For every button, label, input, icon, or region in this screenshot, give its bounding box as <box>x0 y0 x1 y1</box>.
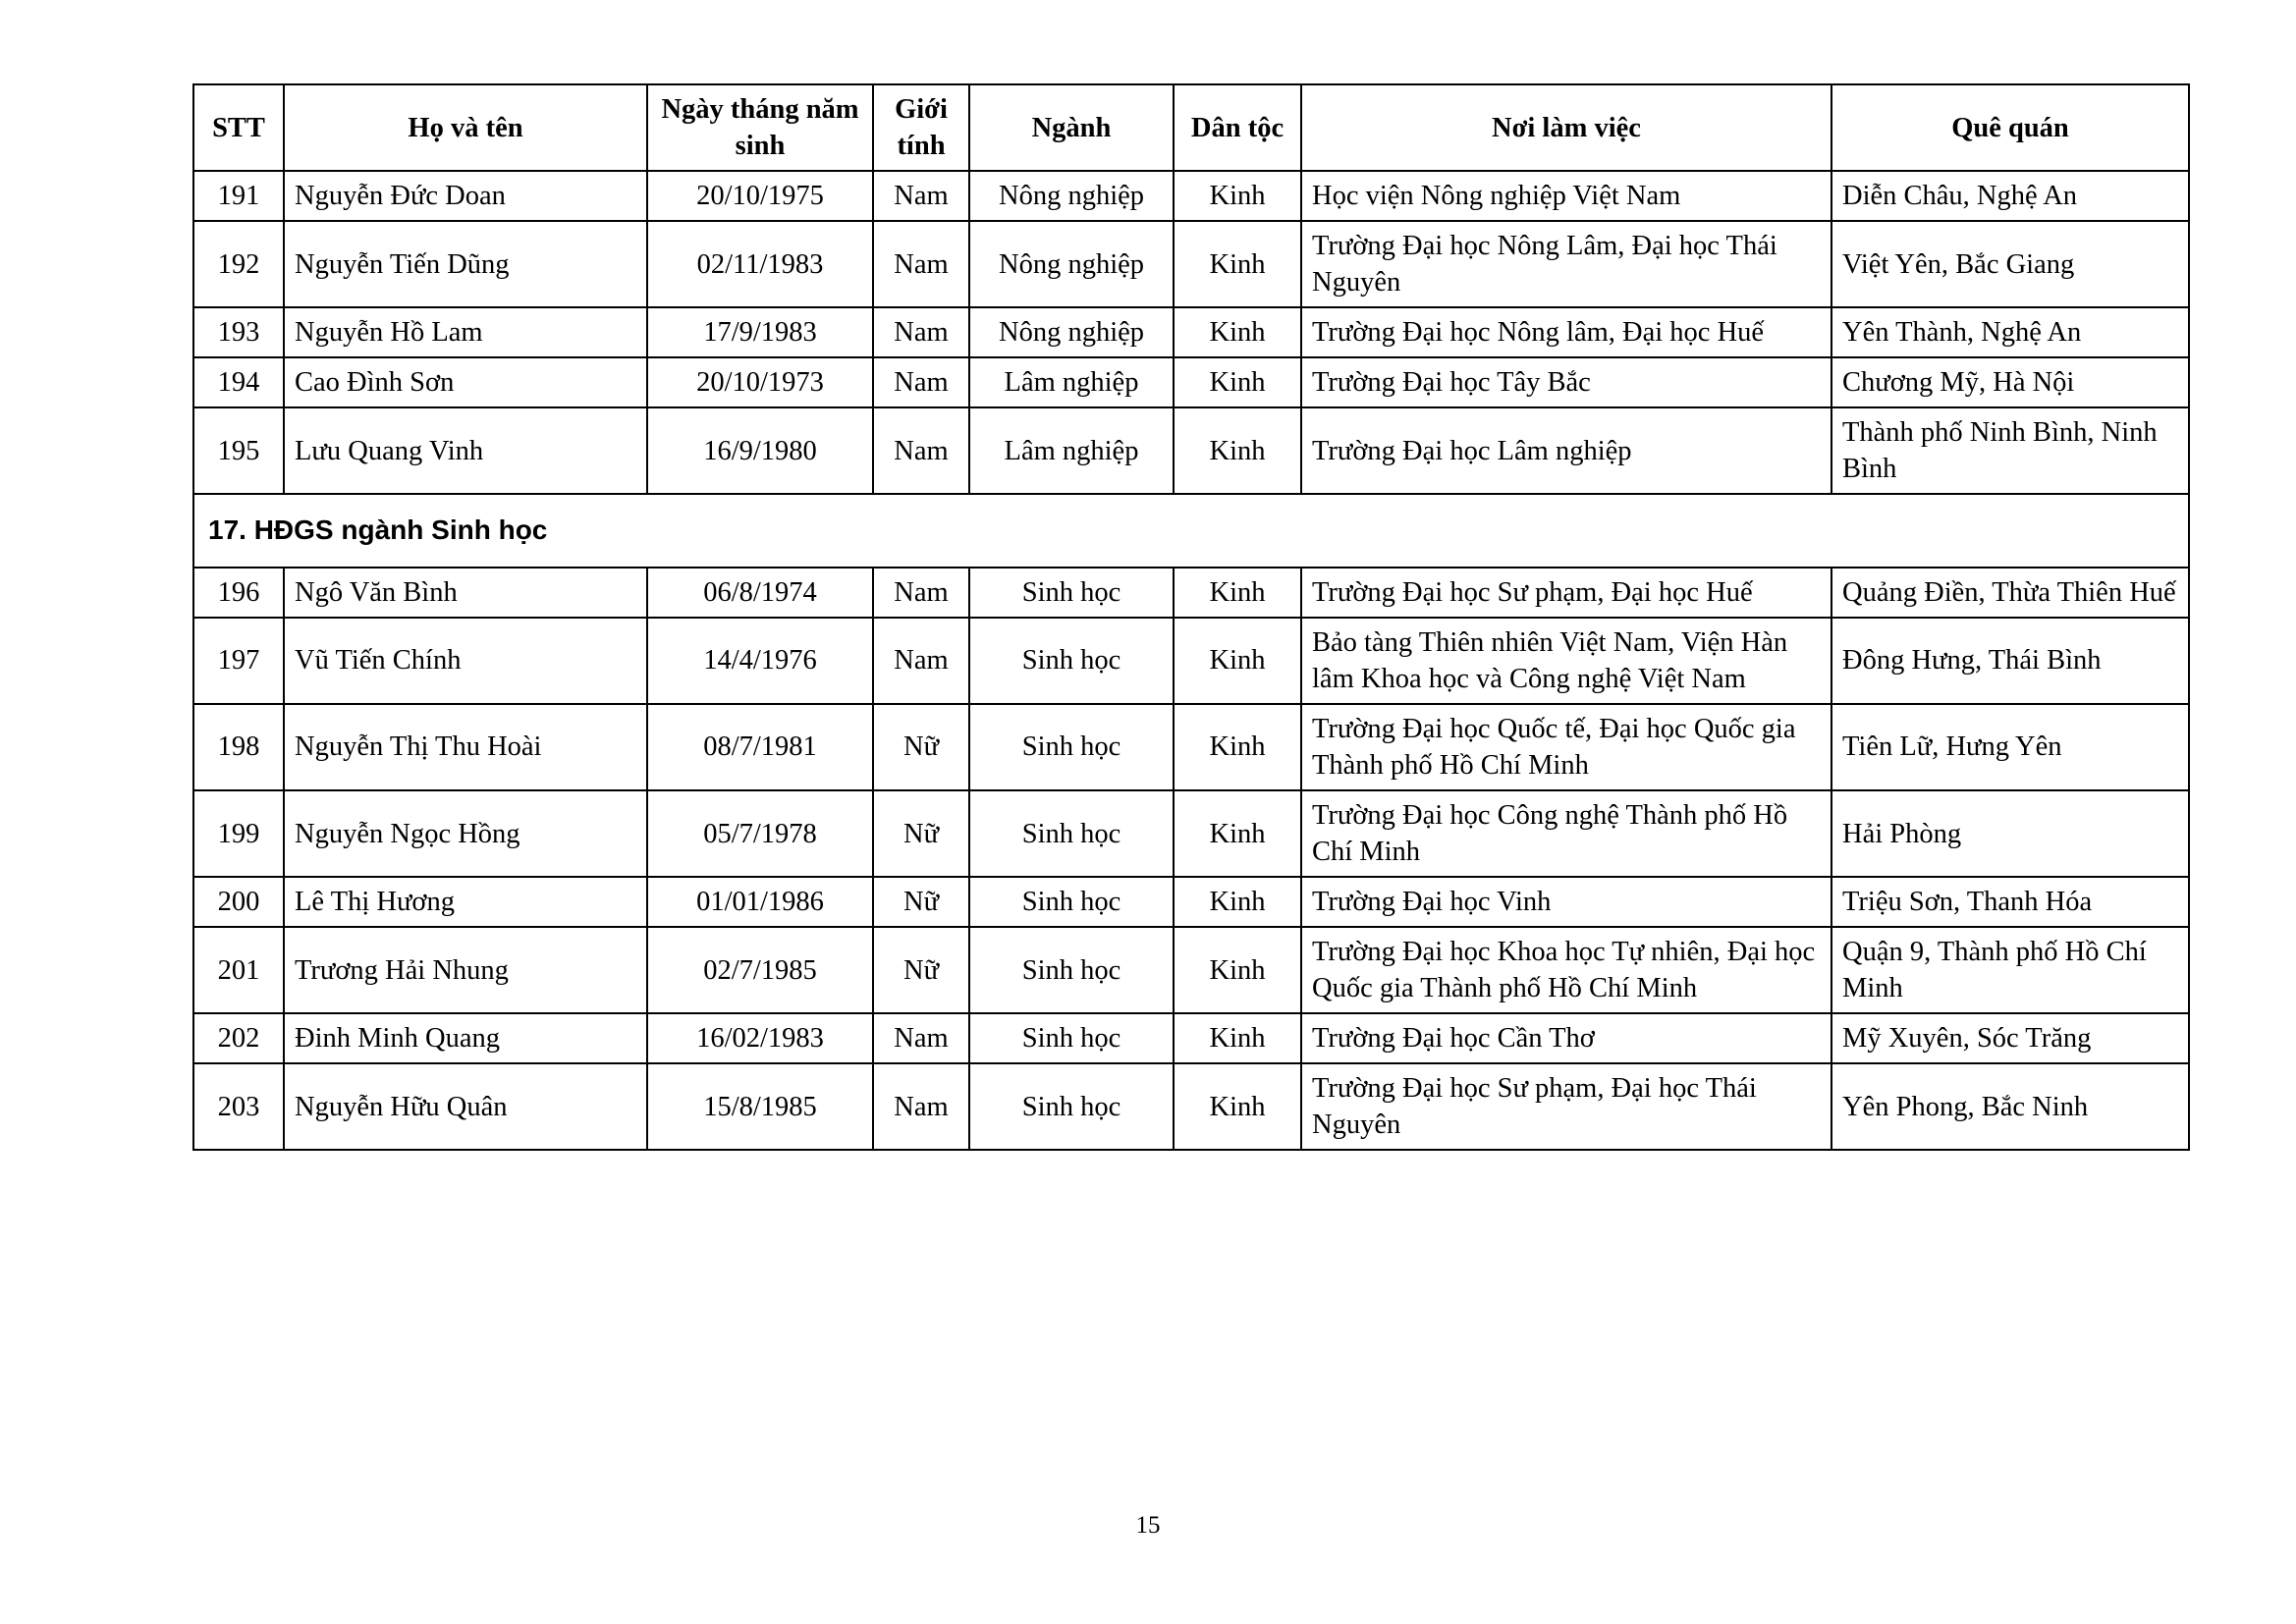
cell-hometown: Triệu Sơn, Thanh Hóa <box>1831 877 2189 927</box>
cell-stt: 200 <box>193 877 284 927</box>
cell-field: Sinh học <box>969 568 1174 618</box>
cell-hometown: Hải Phòng <box>1831 790 2189 877</box>
table-header <box>193 84 2189 171</box>
cell-gender: Nữ <box>873 704 969 790</box>
cell-field: Sinh học <box>969 618 1174 704</box>
cell-gender: Nam <box>873 221 969 307</box>
table-row <box>193 927 2189 1013</box>
table-row <box>193 221 2189 307</box>
cell-name: Vũ Tiến Chính <box>284 618 647 704</box>
page-number: 15 <box>1135 1512 1161 1539</box>
cell-ethnicity: Kinh <box>1174 1013 1301 1063</box>
table-row <box>193 1063 2189 1150</box>
cell-stt: 199 <box>193 790 284 877</box>
cell-stt: 203 <box>193 1063 284 1150</box>
cell-gender: Nam <box>873 357 969 407</box>
cell-workplace: Trường Đại học Cần Thơ <box>1301 1013 1831 1063</box>
cell-stt: 196 <box>193 568 284 618</box>
cell-ethnicity: Kinh <box>1174 927 1301 1013</box>
cell-workplace: Trường Đại học Tây Bắc <box>1301 357 1831 407</box>
cell-workplace: Trường Đại học Nông Lâm, Đại học Thái Nguyên <box>1301 221 1831 307</box>
section-title: 17. HĐGS ngành Sinh học <box>193 494 2189 567</box>
cell-stt: 193 <box>193 307 284 357</box>
column-header-hometown: Quê quán <box>1831 84 2189 171</box>
cell-name: Lưu Quang Vinh <box>284 407 647 494</box>
cell-dob: 01/01/1986 <box>647 877 873 927</box>
cell-hometown: Thành phố Ninh Bình, Ninh Bình <box>1831 407 2189 494</box>
cell-stt: 191 <box>193 171 284 221</box>
cell-dob: 14/4/1976 <box>647 618 873 704</box>
cell-hometown: Quận 9, Thành phố Hồ Chí Minh <box>1831 927 2189 1013</box>
table-row <box>193 877 2189 927</box>
cell-workplace: Trường Đại học Vinh <box>1301 877 1831 927</box>
cell-ethnicity: Kinh <box>1174 1063 1301 1150</box>
cell-stt: 202 <box>193 1013 284 1063</box>
table-row <box>193 618 2189 704</box>
cell-name: Trương Hải Nhung <box>284 927 647 1013</box>
cell-workplace: Bảo tàng Thiên nhiên Việt Nam, Viện Hàn lâm Khoa học và Công nghệ Việt Nam <box>1301 618 1831 704</box>
cell-name: Nguyễn Ngọc Hồng <box>284 790 647 877</box>
column-header-workplace: Nơi làm việc <box>1301 84 1831 171</box>
column-header-ethnicity: Dân tộc <box>1174 84 1301 171</box>
table-row <box>193 790 2189 877</box>
cell-stt: 198 <box>193 704 284 790</box>
cell-name: Đinh Minh Quang <box>284 1013 647 1063</box>
cell-workplace: Trường Đại học Quốc tế, Đại học Quốc gia Thành phố Hồ Chí Minh <box>1301 704 1831 790</box>
cell-workplace: Trường Đại học Sư phạm, Đại học Huế <box>1301 568 1831 618</box>
cell-dob: 08/7/1981 <box>647 704 873 790</box>
cell-ethnicity: Kinh <box>1174 618 1301 704</box>
cell-hometown: Quảng Điền, Thừa Thiên Huế <box>1831 568 2189 618</box>
cell-ethnicity: Kinh <box>1174 307 1301 357</box>
column-header-field: Ngành <box>969 84 1174 171</box>
cell-field: Nông nghiệp <box>969 171 1174 221</box>
cell-name: Nguyễn Tiến Dũng <box>284 221 647 307</box>
cell-dob: 16/02/1983 <box>647 1013 873 1063</box>
cell-field: Sinh học <box>969 704 1174 790</box>
cell-workplace: Trường Đại học Sư phạm, Đại học Thái Nguyên <box>1301 1063 1831 1150</box>
cell-stt: 194 <box>193 357 284 407</box>
cell-hometown: Diễn Châu, Nghệ An <box>1831 171 2189 221</box>
cell-dob: 20/10/1973 <box>647 357 873 407</box>
cell-gender: Nam <box>873 171 969 221</box>
column-header-name: Họ và tên <box>284 84 647 171</box>
cell-field: Nông nghiệp <box>969 221 1174 307</box>
cell-gender: Nam <box>873 1013 969 1063</box>
cell-workplace: Trường Đại học Lâm nghiệp <box>1301 407 1831 494</box>
table-row <box>193 704 2189 790</box>
cell-gender: Nam <box>873 618 969 704</box>
cell-gender: Nam <box>873 568 969 618</box>
cell-name: Nguyễn Thị Thu Hoài <box>284 704 647 790</box>
table-row <box>193 171 2189 221</box>
cell-ethnicity: Kinh <box>1174 790 1301 877</box>
cell-field: Sinh học <box>969 877 1174 927</box>
cell-dob: 17/9/1983 <box>647 307 873 357</box>
table-row <box>193 357 2189 407</box>
table-row <box>193 568 2189 618</box>
column-header-gender: Giới tính <box>873 84 969 171</box>
cell-gender: Nam <box>873 1063 969 1150</box>
cell-hometown: Chương Mỹ, Hà Nội <box>1831 357 2189 407</box>
cell-name: Cao Đình Sơn <box>284 357 647 407</box>
cell-gender: Nữ <box>873 927 969 1013</box>
cell-ethnicity: Kinh <box>1174 357 1301 407</box>
cell-stt: 201 <box>193 927 284 1013</box>
cell-hometown: Yên Phong, Bắc Ninh <box>1831 1063 2189 1150</box>
cell-name: Ngô Văn Bình <box>284 568 647 618</box>
table-section-row <box>193 494 2189 567</box>
cell-field: Sinh học <box>969 790 1174 877</box>
cell-hometown: Yên Thành, Nghệ An <box>1831 307 2189 357</box>
cell-hometown: Việt Yên, Bắc Giang <box>1831 221 2189 307</box>
table-row <box>193 1013 2189 1063</box>
cell-dob: 16/9/1980 <box>647 407 873 494</box>
column-header-dob: Ngày tháng năm sinh <box>647 84 873 171</box>
cell-stt: 192 <box>193 221 284 307</box>
cell-stt: 197 <box>193 618 284 704</box>
cell-workplace: Trường Đại học Công nghệ Thành phố Hồ Chí Minh <box>1301 790 1831 877</box>
cell-stt: 195 <box>193 407 284 494</box>
cell-workplace: Trường Đại học Nông lâm, Đại học Huế <box>1301 307 1831 357</box>
cell-dob: 15/8/1985 <box>647 1063 873 1150</box>
table-row <box>193 407 2189 494</box>
cell-workplace: Học viện Nông nghiệp Việt Nam <box>1301 171 1831 221</box>
candidate-table <box>192 83 2190 1151</box>
cell-name: Nguyễn Đức Doan <box>284 171 647 221</box>
cell-field: Sinh học <box>969 1013 1174 1063</box>
cell-gender: Nữ <box>873 790 969 877</box>
cell-dob: 02/11/1983 <box>647 221 873 307</box>
column-header-stt: STT <box>193 84 284 171</box>
cell-name: Lê Thị Hương <box>284 877 647 927</box>
cell-gender: Nữ <box>873 877 969 927</box>
cell-gender: Nam <box>873 307 969 357</box>
cell-dob: 06/8/1974 <box>647 568 873 618</box>
cell-dob: 20/10/1975 <box>647 171 873 221</box>
cell-name: Nguyễn Hữu Quân <box>284 1063 647 1150</box>
cell-gender: Nam <box>873 407 969 494</box>
table-row <box>193 307 2189 357</box>
table-body <box>193 171 2189 1150</box>
cell-name: Nguyễn Hồ Lam <box>284 307 647 357</box>
cell-field: Nông nghiệp <box>969 307 1174 357</box>
cell-hometown: Đông Hưng, Thái Bình <box>1831 618 2189 704</box>
cell-field: Sinh học <box>969 1063 1174 1150</box>
cell-field: Lâm nghiệp <box>969 407 1174 494</box>
cell-ethnicity: Kinh <box>1174 407 1301 494</box>
candidate-table-container <box>192 83 2188 1151</box>
cell-ethnicity: Kinh <box>1174 568 1301 618</box>
cell-field: Sinh học <box>969 927 1174 1013</box>
cell-workplace: Trường Đại học Khoa học Tự nhiên, Đại học Quốc gia Thành phố Hồ Chí Minh <box>1301 927 1831 1013</box>
cell-dob: 02/7/1985 <box>647 927 873 1013</box>
cell-dob: 05/7/1978 <box>647 790 873 877</box>
cell-hometown: Mỹ Xuyên, Sóc Trăng <box>1831 1013 2189 1063</box>
cell-ethnicity: Kinh <box>1174 877 1301 927</box>
cell-field: Lâm nghiệp <box>969 357 1174 407</box>
cell-ethnicity: Kinh <box>1174 171 1301 221</box>
cell-hometown: Tiên Lữ, Hưng Yên <box>1831 704 2189 790</box>
table-header-row <box>193 84 2189 171</box>
cell-ethnicity: Kinh <box>1174 704 1301 790</box>
cell-ethnicity: Kinh <box>1174 221 1301 307</box>
